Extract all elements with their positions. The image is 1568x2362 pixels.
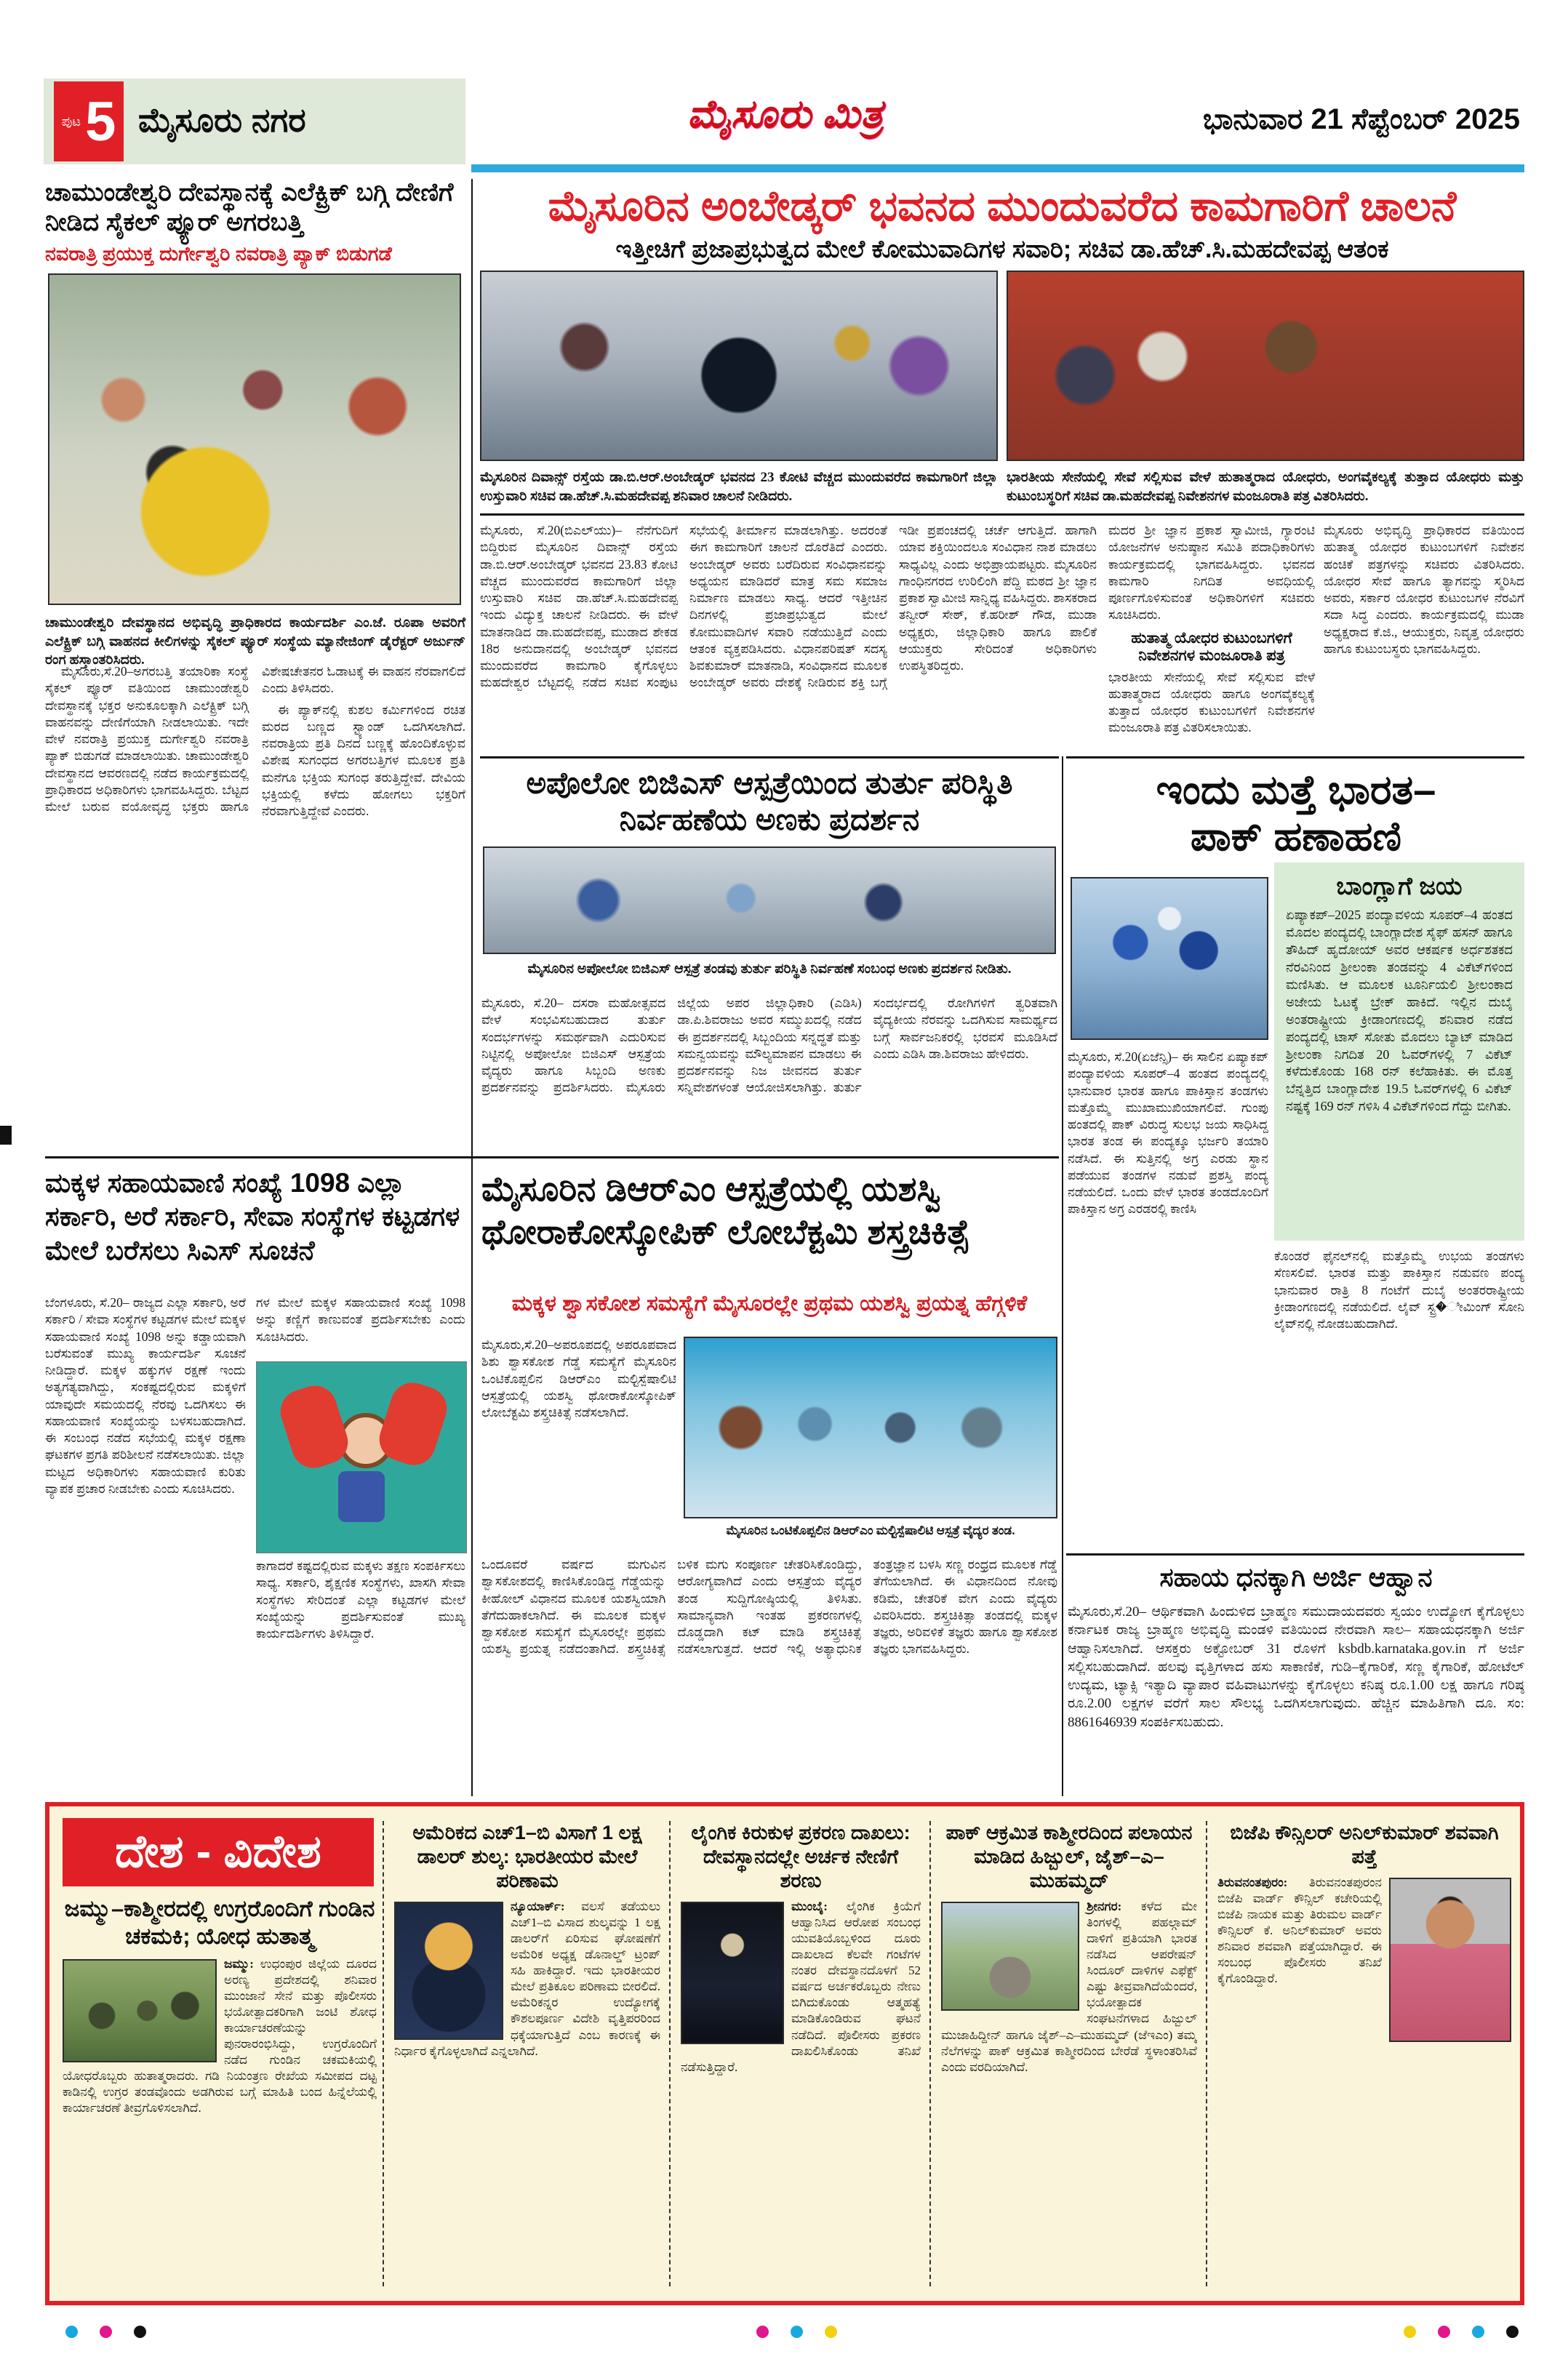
world-sep-2 <box>669 1821 671 2286</box>
reg-dots-right <box>1404 2326 1519 2342</box>
pok-body: ಕಳೆದ ಮೇ ತಿಂಗಳಲ್ಲಿ ಪಹಲ್ಗಾಮ್ ದಾಳಿಗೆ ಪ್ರತಿಯಾಗಿ ಭಾರತ ನಡೆಸಿದ ಆಪರೇಷನ್ ಸಿಂದೂರ್ ದಾಳಿಗಳ ಎಫೆಕ್ಟ್ ಎಷ್ಟು ತೀವ್ರವಾಗಿದೆಯೆಂದರೆ, ಭಯೋತ್ಪಾದಕ ಸಂಘಟನೆಗಳಾದ ಹಿಜ್ಬುಲ್ ಮುಜಾಹಿದ್ದೀನ್ ಹಾಗೂ ಜೈಶ್–ಎ–ಮುಹಮ್ಮದ್ (ಜೆಇಎಂ) ತಮ್ಮ ನೆಲೆಗಳನ್ನು ಪಾಕ್ ಆಕ್ರಮಿತ ಕಾಶ್ಮೀರದಿಂದ ಬೇರೆಡೆ ಸ್ಥಳಾಂತರಿಸಿವೆ ಎಂದು ವರದಿಯಾಗಿದೆ. <box>941 1899 1197 2074</box>
councillor-dateline: ತಿರುವನಂತಪುರಂ: <box>1217 1875 1288 1889</box>
photo-sainik-families-event <box>1007 271 1524 461</box>
drm-caption: ಮೈಸೂರಿನ ಒಂಟಿಕೊಪ್ಪಲಿನ ಡಿಆರ್‌ಎಂ ಮಲ್ಟಿಸ್ಪೆಷಾಲಿಟಿ ಆಸ್ಪತ್ರೆ ವೈದ್ಯರ ತಂಡ. <box>726 1524 1015 1537</box>
ambedkar-headline: ಮೈಸೂರಿನ ಅಂಬೇಡ್ಕರ್ ಭವನದ ಮುಂದುವರೆದ ಕಾಮಗಾರಿಗೆ ಚಾಲನೆ <box>548 183 1457 230</box>
jammu-headline: ಜಮ್ಮು–ಕಾಶ್ಮೀರದಲ್ಲಿ ಉಗ್ರರೊಂದಿಗೆ ಗುಂಡಿನ ಚಕಮಕಿ; ಯೋಧ ಹುತಾತ್ಮ <box>64 1896 375 1949</box>
world-section <box>45 1802 1524 2305</box>
masthead-rule <box>471 164 1524 172</box>
temple-dateline: ಮುಂಬೈ: <box>791 1899 828 1913</box>
pok-article <box>941 1821 1197 2292</box>
page-number-box <box>54 81 124 161</box>
bangla-win-title: ಬಾಂಗ್ಲಾಗೆ ಜಯ <box>1336 873 1463 900</box>
sahaya-headline: ಸಹಾಯ ಧನಕ್ಕಾಗಿ ಅರ್ಜಿ ಆಹ್ವಾನ <box>1159 1562 1433 1592</box>
dot-cyan <box>1472 2326 1484 2338</box>
dot-magenta <box>756 2326 769 2338</box>
helpline-body-col1: ಬೆಂಗಳೂರು, ಸೆ.20– ರಾಜ್ಯದ ಎಲ್ಲಾ ಸರ್ಕಾರಿ, ಅರೆ ಸರ್ಕಾರಿ / ಸೇವಾ ಸಂಸ್ಥೆಗಳ ಕಟ್ಟಡಗಳ ಮೇಲೆ ಮಕ್ಕಳ ಸಹಾಯವಾಣಿ ಸಂಖ್ಯೆ 1098 ಅನ್ನು ಕಡ್ಡಾಯವಾಗಿ ಬರೆಸುವಂತೆ ಮುಖ್ಯ ಕಾರ್ಯದರ್ಶಿ ಸೂಚನೆ ನೀಡಿದ್ದಾರೆ. ಮಕ್ಕಳ ಹಕ್ಕುಗಳ ರಕ್ಷಣೆ ಇಂದು ಅತ್ಯಗತ್ಯವಾಗಿದ್ದು, ಸಂಕಷ್ಟದಲ್ಲಿರುವ ಮಕ್ಕಳಿಗೆ ಯಾವುದೇ ಸಮಯದಲ್ಲಿ ನೆರವು ಒದಗಿಸಲು ಈ ಸಹಾಯವಾಣಿ ಸಂಖ್ಯೆಯನ್ನು ಬಳಸಬಹುದಾಗಿದೆ. ಈ ಸಂಬಂಧ ನಡೆದ ಸಭೆಯಲ್ಲಿ ಮಕ್ಕಳ ರಕ್ಷಣಾ ಘಟಕಗಳ ಪ್ರಗತಿ ಪರಿಶೀಲನೆ ನಡೆಸಲಾಯಿತು. ಜಿಲ್ಲಾ ಮಟ್ಟದ ಅಧಿಕಾರಿಗಳು ಸಹಾಯವಾಣಿ ಕುರಿತು ವ್ಯಾಪಕ ಪ್ರಚಾರ ನೀಡಬೇಕು ಎಂದು ಸೂಚಿಸಿದರು. <box>45 1295 246 1496</box>
world-banner: ದೇಶ - ವಿದೇಶ <box>63 1818 374 1886</box>
jammu-body: ಉಧಂಪುರ ಜಿಲ್ಲೆಯ ದೂರದ ಅರಣ್ಯ ಪ್ರದೇಶದಲ್ಲಿ ಶನಿವಾರ ಮುಂಜಾನೆ ಸೇನೆ ಮತ್ತು ಪೊಲೀಸರು ಭಯೋತ್ಪಾದಕರಿಗಾಗಿ ಜಂಟಿ ಶೋಧ ಕಾರ್ಯಾಚರಣೆಯನ್ನು ಪುನರಾರಂಭಿಸಿದ್ದು, ಉಗ್ರರೊಂದಿಗೆ ನಡೆದ ಗುಂಡಿನ ಚಕಮಕಿಯಲ್ಲಿ ಯೋಧರೊಬ್ಬರು ಹುತಾತ್ಮರಾದರು. ಗಡಿ ನಿಯಂತ್ರಣ ರೇಖೆಯ ಸಮೀಪದ ದಟ್ಟ ಕಾಡಿನಲ್ಲಿ ಉಗ್ರರ ತಂಡವೊಂದು ಅಡಗಿರುವ ಬಗ್ಗೆ ಮಾಹಿತಿ ಬಂದ ಹಿನ್ನೆಲೆಯಲ್ಲಿ ಕಾರ್ಯಾಚರಣೆ ತೀವ್ರಗೊಳಿಸಲಾಗಿದೆ. <box>63 1956 377 2115</box>
page-number: 5 <box>85 90 116 153</box>
ambedkar-col4-text2: ಭಾರತೀಯ ಸೇನೆಯಲ್ಲಿ ಸೇವೆ ಸಲ್ಲಿಸುವ ವೇಳೆ ಹುತಾತ್ಮರಾದ ಯೋಧರು ಹಾಗೂ ಅಂಗವೈಕಲ್ಯಕ್ಕೆ ತುತ್ತಾದ ಯೋಧರ ಕುಟುಂಬಗಳಿಗೆ ನಿವೇಶನಗಳ ಮಂಜೂರಾತಿ ಪತ್ರ ವಿತರಿಸಲಾಯಿತು. <box>1108 669 1315 735</box>
dot-magenta <box>1438 2326 1450 2338</box>
drm-headline: ಮೈಸೂರಿನ ಡಿಆರ್‌ಎಂ ಆಸ್ಪತ್ರೆಯಲ್ಲಿ ಯಶಸ್ವಿ ಥೋರಾಕೋಸ್ಕೋಪಿಕ್ ಲೋಬೆಕ್ಟಮಿ ಶಸ್ತ್ರಚಿಕಿತ್ಸೆ <box>481 1169 970 1251</box>
councillor-article <box>1217 1821 1511 2292</box>
dot-black <box>134 2326 146 2338</box>
ambedkar-inner-subhead: ಹುತಾತ್ಮ ಯೋಧರ ಕುಟುಂಬಗಳಿಗೆ ನಿವೇಶನಗಳ ಮಂಜೂರಾತಿ ಪತ್ರ <box>1131 629 1292 664</box>
dot-cyan <box>65 2326 78 2338</box>
ambedkar-body-cols: ಮೈಸೂರು, ಸೆ.20(ಬಿಎಲ್‌ಯು)– ನೆನೆಗುದಿಗೆ ಬಿದ್ದಿರುವ ಮೈಸೂರಿನ ದಿವಾನ್ಸ್ ರಸ್ತೆಯ ಡಾ.ಬಿ.ಆರ್.ಅಂಬೇಡ್ಕರ್ ಭವನದ 23.83 ಕೋಟಿ ವೆಚ್ಚದ ಮುಂದುವರೆದ ಕಾಮಗಾರಿಗೆ ಜಿಲ್ಲಾ ಉಸ್ತುವಾರಿ ಸಚಿವ ಡಾ.ಹೆಚ್.ಸಿ.ಮಹದೇವಪ್ಪ ಇಂದು ವಿದ್ಯುಕ್ತ ಚಾಲನೆ ನೀಡಿದರು. ಈ ವೇಳೆ ಮಾತನಾಡಿದ ಡಾ.ಮಹದೇವಪ್ಪ, ಮುಡಾದ ಶೇಕಡ 18ರ ಅನುದಾನದಲ್ಲಿ ಅಂಬೇಡ್ಕರ್ ಭವನದ ಮುಂದುವರೆದ ಕಾಮಗಾರಿ ಕೈಗೊಳ್ಳಲು ಮಹದೇಶ್ವರ ಬೆಟ್ಟದಲ್ಲಿ ನಡೆದ ಸಚಿವ ಸಂಪುಟ ಸಭೆಯಲ್ಲಿ ತೀರ್ಮಾನ ಮಾಡಲಾಗಿತ್ತು. ಅದರಂತೆ ಈಗ ಕಾಮಗಾರಿಗೆ ಚಾಲನೆ ದೊರೆತಿದೆ ಎಂದರು. ಅಂಬೇಡ್ಕರ್ ಅವರು ಬರೆದಿರುವ ಸಂವಿಧಾನವನ್ನು ಅಧ್ಯಯನ ಮಾಡಿದರೆ ಮಾತ್ರ ಸಮ ಸಮಾಜ ನಿರ್ಮಾಣ ಮಾಡಲು ಸಾಧ್ಯ. ಆದರೆ ಇತ್ತೀಚಿನ ದಿನಗಳಲ್ಲಿ ಪ್ರಜಾಪ್ರಭುತ್ವದ ಮೇಲೆ ಕೋಮುವಾದಿಗಳ ಸವಾರಿ ನಡೆಯುತ್ತಿದೆ ಎಂದು ಆತಂಕ ವ್ಯಕ್ತಪಡಿಸಿದರು. ವಿಧಾನಪರಿಷತ್ ಸದಸ್ಯ ಶಿವಕುಮಾರ್ ಮಾತನಾಡಿ, ಸಂವಿಧಾನದ ಮೂಲಕ ಅಂಬೇಡ್ಕರ್ ಅವರು ದೇಶಕ್ಕೆ ನೀಡಿರುವ ಶಕ್ತಿ ಬಗ್ಗೆ ಇಡೀ ಪ್ರಪಂಚದಲ್ಲಿ ಚರ್ಚೆ ಆಗುತ್ತಿದೆ. ಹಾಗಾಗಿ ಯಾವ ಶಕ್ತಿಯಿಂದಲೂ ಸಂವಿಧಾನ ನಾಶ ಮಾಡಲು ಸಾಧ್ಯವಿಲ್ಲ ಎಂದು ಅಭಿಪ್ರಾಯಪಟ್ಟರು. ಮೈಸೂರಿನ ಗಾಂಧಿನಗರದ ಉರಿಲಿಂಗಿ ಪೆದ್ದಿ ಮಠದ ಶ್ರೀ ಜ್ಞಾನ ಪ್ರಕಾಶ ಸ್ವಾಮೀಜಿ ಸಾನ್ನಿಧ್ಯ ವಹಿಸಿದ್ದರು. ಶಾಸಕರಾದ ತನ್ವೀರ್ ಸೇಠ್, ಕೆ.ಹರೀಶ್ ಗೌಡ, ಮುಡಾ ಅಧ್ಯಕ್ಷರು, ಜಿಲ್ಲಾಧಿಕಾರಿ ಹಾಗೂ ಪಾಲಿಕೆ ಆಯುಕ್ತರು ಸೇರಿದಂತೆ ಅಧಿಕಾರಿಗಳು ಉಪಸ್ಥಿತರಿದ್ದರು. <box>480 523 1097 690</box>
indpak-body-col2: ಕೊಂಡರೆ ಫೈನಲ್‌ನಲ್ಲಿ ಮತ್ತೊಮ್ಮೆ ಉಭಯ ತಂಡಗಳು ಸೆಣಸಲಿವೆ. ಭಾರತ ಮತ್ತು ಪಾಕಿಸ್ತಾನ ನಡುವಣ ಪಂದ್ಯ ಭಾನುವಾರ ರಾತ್ರಿ 8 ಗಂಟೆಗೆ ದುಬೈ ಅಂತರರಾಷ್ಟ್ರೀಯ ಕ್ರೀಡಾಂಗಣದಲ್ಲಿ ನಡೆಯಲಿದೆ. ಲೈವ್ ಸ್ಟ್ರ�ೀಮಿಂಗ್ ಸೋನಿ ಲೈವ್‌ನಲ್ಲಿ ನೋಡಬಹುದಾಗಿದೆ. <box>1274 1249 1524 1332</box>
councillor-headline: ಬಿಜೆಪಿ ಕೌನ್ಸಿಲರ್ ಅನಿಲ್‌ಕುಮಾರ್ ಶವವಾಗಿ ಪತ್ತೆ <box>1230 1822 1499 1867</box>
sahaya-body: ಮೈಸೂರು,ಸೆ.20– ಆರ್ಥಿಕವಾಗಿ ಹಿಂದುಳಿದ ಬ್ರಾಹ್ಮಣ ಸಮುದಾಯದವರು ಸ್ವಯಂ ಉದ್ಯೋಗ ಕೈಗೊಳ್ಳಲು ಕರ್ನಾಟಕ ರಾಜ್ಯ ಬ್ರಾಹ್ಮಣ ಅಭಿವೃದ್ಧಿ ಮಂಡಳಿ ವತಿಯಿಂದ ನೇರವಾಗಿ ಸಾಲ– ಸಹಾಯಧನಕ್ಕಾಗಿ ಅರ್ಜಿ ಆಹ್ವಾನಿಸಲಾಗಿದೆ. ಆಸಕ್ತರು ಅಕ್ಟೋಬರ್ 31 ರೊಳಗೆ ksbdb.karnataka.gov.in ಗೆ ಅರ್ಜಿ ಸಲ್ಲಿಸಬಹುದಾಗಿದೆ. ಹಲವು ವೃತ್ತಿಗಳಾದ ಹಸು ಸಾಕಾಣಿಕೆ, ಗುಡಿ–ಕೈಗಾರಿಕೆ, ಸಣ್ಣ ಕೈಗಾರಿಕೆ, ಹೋಟೆಲ್ ಉದ್ಯಮ, ಟ್ಯಾಕ್ಸಿ ಇತ್ಯಾದಿ ವ್ಯಾಪಾರ ವಹಿವಾಟುಗಳನ್ನು ಕೈಗೊಳ್ಳಲು ಕನಿಷ್ಠ ರೂ.1.00 ಲಕ್ಷ ಹಾಗೂ ಗರಿಷ್ಠ ರೂ.2.00 ಲಕ್ಷಗಳ ವರೆಗೆ ಸಾಲ ಸೌಲಭ್ಯ ಒದಗಿಸಲಾಗುವುದು. ಹೆಚ್ಚಿನ ಮಾಹಿತಿಗಾಗಿ ದೂ. ಸಂ: 8861646939 ಸಂಪರ್ಕಿಸಬಹುದು. <box>1068 1604 1524 1730</box>
ambedkar-body-col5: ಮೈಸೂರು ಅಭಿವೃದ್ಧಿ ಪ್ರಾಧಿಕಾರದ ವತಿಯಿಂದ ಹುತಾತ್ಮ ಯೋಧರ ಕುಟುಂಬಗಳಿಗೆ ನಿವೇಶನ ಹಂಚಿಕೆ ಪತ್ರಗಳನ್ನು ಸಚಿವರು ವಿತರಿಸಿದರು. ಯೋಧರ ಸೇವೆ ಹಾಗೂ ತ್ಯಾಗವನ್ನು ಸ್ಮರಿಸಿದ ಅವರು, ಸರ್ಕಾರ ಯೋಧರ ಕುಟುಂಬಗಳ ನೆರವಿಗೆ ಸದಾ ಸಿದ್ಧ ಎಂದರು. ಕಾರ್ಯಕ್ರಮದಲ್ಲಿ ಮುಡಾ ಅಧ್ಯಕ್ಷರಾದ ಕೆ.ಜಿ., ಆಯುಕ್ತರು, ನಿವೃತ್ತ ಯೋಧರು ಹಾಗೂ ಕುಟುಂಬಸ್ಥರು ಭಾಗವಹಿಸಿದ್ದರು. <box>1324 523 1524 656</box>
ambedkar-body-col4 <box>1108 522 1315 752</box>
pok-dateline: ಶ್ರೀನಗರ: <box>1087 1899 1122 1913</box>
photo-trump <box>394 1902 503 2040</box>
section-title: ಮೈಸೂರು ನಗರ <box>138 101 306 139</box>
councillor-body: ತಿರುವನಂತಪುರಂನ ಬಿಜೆಪಿ ವಾರ್ಡ್ ಕೌನ್ಸಿಲ್ ಕಚೇರಿಯಲ್ಲಿ ಬಿಜೆಪಿ ನಾಯಕ ಮತ್ತು ತಿರುಮಲ ವಾರ್ಡ್ ಕೌನ್ಸಿಲರ್ ಕೆ. ಅನಿಲ್‌ಕುಮಾರ್ ಅವರು ಶನಿವಾರ ಶವವಾಗಿ ಪತ್ತೆಯಾಗಿದ್ದಾರೆ. ಈ ಸಂಬಂಧ ಪೊಲೀಸರು ತನಿಖೆ ಕೈಗೊಂಡಿದ್ದಾರೆ. <box>1217 1875 1382 1986</box>
helpline-headline: ಮಕ್ಕಳ ಸಹಾಯವಾಣಿ ಸಂಖ್ಯೆ 1098 ಎಲ್ಲಾ ಸರ್ಕಾರಿ, ಅರೆ ಸರ್ಕಾರಿ, ಸೇವಾ ಸಂಸ್ಥೆಗಳ ಕಟ್ಟಡಗಳ ಮೇಲೆ ಬರೆಸಲು ಸಿಎಸ್ ಸೂಚನೆ <box>45 1168 460 1265</box>
apollo-headline: ಅಪೊಲೋ ಬಿಜಿಎಸ್ ಆಸ್ಪತ್ರೆಯಿಂದ ತುರ್ತು ಪರಿಸ್ಥಿತಿ ನಿರ್ವಹಣೆಯ ಅಣಕು ಪ್ರದರ್ಶನ <box>526 766 1013 837</box>
world-sep-3 <box>929 1821 931 2286</box>
helpline-body-col2a: ಗಳ ಮೇಲೆ ಮಕ್ಕಳ ಸಹಾಯವಾಣಿ ಸಂಖ್ಯೆ 1098 ಅನ್ನು ಕಣ್ಣಿಗೆ ಕಾಣುವಂತೆ ಪ್ರದರ್ಶಿಸಬೇಕು ಎಂದು ಸೂಚಿಸಿದರು. <box>256 1295 465 1344</box>
drm-intro: ಮೈಸೂರು,ಸೆ.20–ಅಪರೂಪದಲ್ಲಿ ಅಪರೂಪವಾದ ಶಿಶು ಶ್ವಾಸಕೋಶ ಗೆಡ್ಡೆ ಸಮಸ್ಯೆಗೆ ಮೈಸೂರಿನ ಒಂಟಿಕೊಪ್ಪಲಿನ ಡಿಆರ್‌ಎಂ ಮಲ್ಟಿಸ್ಪೆಷಾಲಿಟಿ ಆಸ್ಪತ್ರೆಯಲ್ಲಿ ಯಶಸ್ವಿ ಥೋರಾಕೋಸ್ಕೋಪಿಕ್ ಲೋಬೆಕ್ಟಮಿ ಶಸ್ತ್ರಚಿಕಿತ್ಸೆ ನಡೆಸಲಾಗಿದೆ. <box>481 1337 676 1420</box>
indpak-headline-line1: ಇಂದು ಮತ್ತೆ ಭಾರತ– <box>1156 766 1436 812</box>
h1b-body: ವಲಸೆ ತಡೆಯಲು ಎಚ್1–ಬಿ ವಿಸಾದ ಶುಲ್ಕವನ್ನು 1 ಲಕ್ಷ ಡಾಲರ್‌ಗೆ ಏರಿಸುವ ಘೋಷಣೆಗೆ ಅಮೆರಿಕ ಅಧ್ಯಕ್ಷ ಡೊನಾಲ್ಡ್ ಟ್ರಂಪ್ ಸಹಿ ಹಾಕಿದ್ದಾರೆ. ಇದು ಭಾರತೀಯರ ಮೇಲೆ ಪ್ರತಿಕೂಲ ಪರಿಣಾಮ ಬೀರಲಿದೆ. ಅಮೆರಿಕನ್ನರ ಉದ್ಯೋಗಕ್ಕೆ ಕೌಶಲಪೂರ್ಣ ವಿದೇಶಿ ವೃತ್ತಿಪರರಿಂದ ಧಕ್ಕೆಯಾಗುತ್ತಿದೆ ಎಂಬ ಕಾರಣಕ್ಕೆ ಈ ನಿರ್ಧಾರ ಕೈಗೊಳ್ಳಲಾಗಿದೆ ಎನ್ನಲಾಗಿದೆ. <box>394 1899 660 2058</box>
red-phone-left <box>275 1380 353 1474</box>
h1b-article <box>394 1821 660 2292</box>
indpak-headline-line2: ಪಾಕ್ ಹಣಾಹಣಿ <box>1190 813 1402 860</box>
photo-councillor-portrait <box>1389 1878 1511 2042</box>
dot-yellow <box>1404 2326 1416 2338</box>
column-rule-indpak <box>1062 756 1063 1796</box>
apollo-top-rule <box>480 756 1059 758</box>
cycle-pure-subhead: ನವರಾತ್ರಿ ಪ್ರಯುಕ್ತ ದುರ್ಗೇಶ್ವರಿ ನವರಾತ್ರಿ ಪ್ಯಾಕ್ ಬಿಡುಗಡೆ <box>45 243 392 265</box>
h1b-headline: ಅಮೆರಿಕದ ಎಚ್1–ಬಿ ವಿಸಾಗೆ 1 ಲಕ್ಷ ಡಾಲರ್ ಶುಲ್ಕ: ಭಾರತೀಯರ ಮೇಲೆ ಪರಿಣಾಮ <box>412 1822 642 1891</box>
column-rule-left <box>471 179 473 1796</box>
world-sep-1 <box>383 1821 384 2286</box>
world-sep-4 <box>1206 1821 1207 2286</box>
helpline-illustration <box>256 1361 467 1553</box>
cycle-pure-headline: ಚಾಮುಂಡೇಶ್ವರಿ ದೇವಸ್ಥಾನಕ್ಕೆ ಎಲೆಕ್ಟ್ರಿಕ್ ಬಗ್ಗಿ ದೇಣಿಗೆ ನೀಡಿದ ಸೈಕಲ್ ಪ್ಯೂರ್ ಅಗರಬತ್ತಿ <box>45 178 454 237</box>
jammu-dateline: ಜಮ್ಮು: <box>224 1956 254 1971</box>
main-body-rule <box>480 513 1524 516</box>
drm-body: ಒಂದೂವರೆ ವರ್ಷದ ಮಗುವಿನ ಶ್ವಾಸಕೋಶದಲ್ಲಿ ಕಾಣಿಸಿಕೊಂಡಿದ್ದ ಗೆಡ್ಡೆಯನ್ನು ಕೀಹೋಲ್ ವಿಧಾನದ ಮೂಲಕ ಯಶಸ್ವಿಯಾಗಿ ತೆಗೆದುಹಾಕಲಾಗಿದೆ. ಈ ಮೂಲಕ ಮಕ್ಕಳ ಶ್ವಾಸಕೋಶ ಸಮಸ್ಯೆಗೆ ಮೈಸೂರಲ್ಲೇ ಪ್ರಥಮ ಯಶಸ್ವಿ ಪ್ರಯತ್ನ ನಡೆದಂತಾಗಿದೆ. ಶಸ್ತ್ರಚಿಕಿತ್ಸೆ ಬಳಿಕ ಮಗು ಸಂಪೂರ್ಣ ಚೇತರಿಸಿಕೊಂಡಿದ್ದು, ಆರೋಗ್ಯವಾಗಿದೆ ಎಂದು ಆಸ್ಪತ್ರೆಯ ವೈದ್ಯರ ತಂಡ ಸುದ್ದಿಗೋಷ್ಠಿಯಲ್ಲಿ ತಿಳಿಸಿತು. ಸಾಮಾನ್ಯವಾಗಿ ಇಂತಹ ಪ್ರಕರಣಗಳಲ್ಲಿ ದೊಡ್ಡದಾಗಿ ಕಟ್ ಮಾಡಿ ಶಸ್ತ್ರಚಿಕಿತ್ಸೆ ನಡೆಸಲಾಗುತ್ತದೆ. ಆದರೆ ಇಲ್ಲಿ ಅತ್ಯಾಧುನಿಕ ತಂತ್ರಜ್ಞಾನ ಬಳಸಿ ಸಣ್ಣ ರಂಧ್ರದ ಮೂಲಕ ಗೆಡ್ಡೆ ತೆಗೆಯಲಾಗಿದೆ. ಈ ವಿಧಾನದಿಂದ ನೋವು ಕಡಿಮೆ, ಚೇತರಿಕೆ ವೇಗ ಎಂದು ವೈದ್ಯರು ವಿವರಿಸಿದರು. ಶಸ್ತ್ರಚಿಕಿತ್ಸಾ ತಂಡದಲ್ಲಿ ಮಕ್ಕಳ ತಜ್ಞರು, ಅರಿವಳಿಕೆ ತಜ್ಞರು ಹಾಗೂ ಶ್ವಾಸಕೋಶ ತಜ್ಞರು ಭಾಗವಹಿಸಿದ್ದರು. <box>481 1557 1057 1657</box>
ambedkar-caption-right: ಭಾರತೀಯ ಸೇನೆಯಲ್ಲಿ ಸೇವೆ ಸಲ್ಲಿಸುವ ವೇಳೆ ಹುತಾತ್ಮರಾದ ಯೋಧರು, ಅಂಗವೈಕಲ್ಯಕ್ಕೆ ತುತ್ತಾದ ಯೋಧರು ಮತ್ತು ಕುಟುಂಬಸ್ಥರಿಗೆ ಸಚಿವ ಡಾ.ಮಹದೇವಪ್ಪ ನಿವೇಶನಗಳ ಮಂಜೂರಾತಿ ಪತ್ರ ವಿತರಿಸಿದರು. <box>1007 470 1524 504</box>
page-label: ಪುಟ <box>61 113 81 129</box>
ambedkar-col4-text: ಮದರ ಶ್ರೀ ಜ್ಞಾನ ಪ್ರಕಾಶ ಸ್ವಾಮೀಜಿ, ಗ್ಯಾರಂಟಿ ಯೋಜನೆಗಳ ಅನುಷ್ಠಾನ ಸಮಿತಿ ಪದಾಧಿಕಾರಿಗಳು ಕಾರ್ಯಕ್ರಮದಲ್ಲಿ ಭಾಗವಹಿಸಿದ್ದರು. ಭವನದ ಕಾಮಗಾರಿ ನಿಗದಿತ ಅವಧಿಯಲ್ಲಿ ಪೂರ್ಣಗೊಳಿಸುವಂತೆ ಅಧಿಕಾರಿಗಳಿಗೆ ಸಚಿವರು ಸೂಚಿಸಿದರು. <box>1108 523 1315 622</box>
paper-title: ಮೈಸೂರು ಮಿತ್ರ <box>687 92 884 136</box>
helpline-body-col2b: ಕಾಗಾದರೆ ಕಷ್ಟದಲ್ಲಿರುವ ಮಕ್ಕಳು ತಕ್ಷಣ ಸಂಪರ್ಕಿಸಲು ಸಾಧ್ಯ. ಸರ್ಕಾರಿ, ಶೈಕ್ಷಣಿಕ ಸಂಸ್ಥೆಗಳು, ಖಾಸಗಿ ಸೇವಾ ಸಂಸ್ಥೆಗಳು ಸೇರಿದಂತೆ ಎಲ್ಲಾ ಕಟ್ಟಡಗಳ ಮೇಲೆ ಸಂಖ್ಯೆಯನ್ನು ಪ್ರದರ್ಶಿಸುವಂತೆ ಮುಖ್ಯ ಕಾರ್ಯದರ್ಶಿಗಳು ತಿಳಿಸಿದ್ದಾರೆ. <box>256 1558 465 1641</box>
dot-black <box>1506 2326 1519 2338</box>
photo-pok-camp <box>941 1902 1079 2011</box>
bangla-win-text: ಏಷ್ಯಾಕಪ್–2025 ಪಂದ್ಯಾವಳಿಯ ಸೂಪರ್–4 ಹಂತದ ಮೊದಲ ಪಂದ್ಯದಲ್ಲಿ ಬಾಂಗ್ಲಾದೇಶ ಸೈಫ್ ಹಸನ್ ಹಾಗೂ ತೌಹಿದ್ ಹೃದೋಯ್ ಅವರ ಆಕರ್ಷಕ ಅರ್ಧಶತಕದ ನೆರವಿನಿಂದ ಶ್ರೀಲಂಕಾ ತಂಡವನ್ನು 4 ವಿಕೆಟ್‌ಗಳಿಂದ ಮಣಿಸಿತು. ಆ ಮೂಲಕ ಟೂರ್ನಿಯಲಿ ಶ್ರೀಲಂಕಾದ ಅಜೇಯ ಓಟಕ್ಕೆ ಬ್ರೇಕ್ ಹಾಕಿದೆ. ಇಲ್ಲಿನ ದುಬೈ ಅಂತರಾಷ್ಟ್ರೀಯ ಕ್ರೀಡಾಂಗಣದಲ್ಲಿ ಶನಿವಾರ ನಡೆದ ಪಂದ್ಯದಲ್ಲಿ ಟಾಸ್ ಸೋತು ಮೊದಲು ಬ್ಯಾಟ್ ಮಾಡಿದ ಶ್ರೀಲಂಕಾ ನಿಗದಿತ 20 ಓವರ್‌ಗಳಲ್ಲಿ 7 ವಿಕೆಟ್ ಕಳೆದುಕೊಂಡು 168 ರನ್ ಕಲೆಹಾಕಿತು. ಈ ಮೊತ್ತ ಬೆನ್ನತ್ತಿದ ಬಾಂಗ್ಲಾದೇಶ 19.5 ಓವರ್‌ಗಳಲ್ಲಿ 6 ವಿಕೆಟ್ ನಷ್ಟಕ್ಕೆ 169 ರನ್ ಗಳಿಸಿ 4 ವಿಕೆಟ್‌ಗಳಿಂದ ಗೆದ್ದು ಬೀಗಿತು. <box>1286 908 1513 1114</box>
sahaya-rule <box>1066 1553 1524 1556</box>
cycle-pure-body-p1: ಮೈಸೂರು,ಸೆ.20–ಅಗರಬತ್ತಿ ತಯಾರಿಕಾ ಸಂಸ್ಥೆ ಸೈಕಲ್ ಪ್ಯೂರ್ ವತಿಯಿಂದ ಚಾಮುಂಡೇಶ್ವರಿ ದೇವಸ್ಥಾನಕ್ಕೆ ಭಕ್ತರ ಅನುಕೂಲಕ್ಕಾಗಿ ಎಲೆಕ್ಟ್ರಿಕ್ ಬಗ್ಗಿ ವಾಹನವನ್ನು ದೇಣಿಗೆಯಾಗಿ ನೀಡಲಾಯಿತು. ಇದೇ ವೇಳೆ ನವರಾತ್ರಿ ಪ್ರಯುಕ್ತ ದುರ್ಗೇಶ್ವರಿ ನವರಾತ್ರಿ ಪ್ಯಾಕ್ ಬಿಡುಗಡೆ ಮಾಡಲಾಯಿತು. ಚಾಮುಂಡೇಶ್ವರಿ ದೇವಸ್ಥಾನದ ಆವರಣದಲ್ಲಿ ನಡೆದ ಕಾರ್ಯಕ್ರಮದಲ್ಲಿ ಪ್ರಾಧಿಕಾರದ ಅಧಿಕಾರಿಗಳು ಭಾಗವಹಿಸಿದ್ದರು. ಬೆಟ್ಟದ ಮೇಲೆ ಬರುವ ವಯೋವೃದ್ಧ ಭಕ್ತರು ಹಾಗೂ ವಿಶೇಷಚೇತನರ ಓಡಾಟಕ್ಕೆ ಈ ವಾಹನ ನೆರವಾಗಲಿದೆ ಎಂದು ತಿಳಿಸಿದರು. <box>45 664 465 814</box>
jammu-article <box>63 1895 377 2292</box>
h1b-dateline: ನ್ಯೂಯಾರ್ಕ್: <box>511 1899 565 1913</box>
child-body <box>338 1471 385 1522</box>
ambedkar-subhead: ಇತ್ತೀಚಿಗೆ ಪ್ರಜಾಪ್ರಭುತ್ವದ ಮೇಲೆ ಕೋಮುವಾದಿಗಳ ಸವಾರಿ; ಸಚಿವ ಡಾ.ಹೆಚ್.ಸಿ.ಮಹದೇವಪ್ಪ ಆತಂಕ <box>615 236 1389 263</box>
reg-dots-left <box>65 2326 165 2342</box>
temple-article <box>681 1821 921 2292</box>
cycle-pure-body <box>45 663 465 1152</box>
middle-band-rule <box>45 1156 1059 1158</box>
dot-magenta <box>100 2326 112 2338</box>
apollo-caption: ಮೈಸೂರಿನ ಅಪೋಲೋ ಬಿಜಿಎಸ್ ಆಸ್ಪತ್ರೆ ತಂಡವು ತುರ್ತು ಪರಿಸ್ಥಿತಿ ನಿರ್ವಹಣೆ ಸಂಬಂಧ ಅಣಕು ಪ್ರದರ್ಶನ ನೀಡಿತು. <box>527 961 1012 977</box>
drm-subhead: ಮಕ್ಕಳ ಶ್ವಾಸಕೋಶ ಸಮಸ್ಯೆಗೆ ಮೈಸೂರಲ್ಲೇ ಪ್ರಥಮ ಯಶಸ್ವಿ ಪ್ರಯತ್ನ ಹೆಗ್ಗಳಿಕೆ <box>511 1292 1028 1316</box>
photo-ev-buggy-handover <box>48 273 461 605</box>
cycle-pure-body-p2: ಈ ಪ್ಯಾಕ್‌ನಲ್ಲಿ ಕುಶಲ ಕರ್ಮಿಗಳಿಂದ ರಚಿತ ಮರದ ಬಣ್ಣದ ಸ್ಟ್ಯಾಂಡ್ ಒದಗಿಸಲಾಗಿದೆ. ನವರಾತ್ರಿಯ ಪ್ರತಿ ದಿನದ ಬಣ್ಣಕ್ಕೆ ಹೊಂದಿಕೊಳ್ಳುವ ವಿಶೇಷ ಸುಗಂಧದ ಅಗರಬತ್ತಿಗಳ ಮೂಲಕ ಪ್ರತಿ ಮನೆಗೂ ಭಕ್ತಿಯ ಸುಗಂಧ ತರುತ್ತಿದ್ದೇವೆ. ದೇವಿಯ ಭಕ್ತಿಯಲ್ಲಿ ಕಳೆದು ಹೋಗಲು ಭಕ್ತರಿಗೆ ನೆರವಾಗುತ್ತಿದ್ದೇವೆ ಎಂದರು. <box>262 702 465 819</box>
temple-body: ಲೈಂಗಿಕ ಕ್ರಿಯೆಗೆ ಆಹ್ವಾನಿಸಿದ ಆರೋಪ ಸಂಬಂಧ ಯುವತಿಯೊಬ್ಬಳಿಂದ ದೂರು ದಾಖಲಾದ ಕೆಲವೇ ಗಂಟೆಗಳ ನಂತರ ದೇವಸ್ಥಾನದೊಳಗೆ 52 ವರ್ಷದ ಅರ್ಚಕರೊಬ್ಬರು ನೇಣು ಬಿಗಿದುಕೊಂಡು ಆತ್ಮಹತ್ಯೆ ಮಾಡಿಕೊಂಡಿರುವ ಘಟನೆ ನಡೆದಿದೆ. ಪೊಲೀಸರು ಪ್ರಕರಣ ದಾಖಲಿಸಿಕೊಂಡು ತನಿಖೆ ನಡೆಸುತ್ತಿದ್ದಾರೆ. <box>681 1899 921 2074</box>
photo-noose <box>681 1902 784 2044</box>
photo-apollo-mock-drill <box>483 846 1056 954</box>
temple-headline: ಲೈಂಗಿಕ ಕಿರುಕುಳ ಪ್ರಕರಣ ದಾಖಲು: ದೇವಸ್ಥಾನದಲ್ಲೇ ಅರ್ಚಕ ನೇಣಿಗೆ ಶರಣು <box>691 1822 911 1891</box>
edge-mark <box>0 1126 12 1145</box>
dot-yellow <box>825 2326 837 2338</box>
bangla-win-box <box>1274 862 1524 1241</box>
indpak-top-rule <box>1066 756 1524 758</box>
photo-ambedkar-bhavan-launch <box>480 271 998 461</box>
photo-india-cricket-team <box>1071 877 1268 1040</box>
cycle-pure-caption: ಚಾಮುಂಡೇಶ್ವರಿ ದೇವಸ್ಥಾನದ ಅಭಿವೃದ್ಧಿ ಪ್ರಾಧಿಕಾರದ ಕಾರ್ಯದರ್ಶಿ ಎಂ.ಜೆ. ರೂಪಾ ಅವರಿಗೆ ಎಲೆಕ್ಟ್ರಿಕ್ ಬಗ್ಗಿ ವಾಹನದ ಕೀಲಿಗಳನ್ನು ಸೈಕಲ್ ಪ್ಯೂರ್ ಸಂಸ್ಥೆಯ ಮ್ಯಾನೇಜಿಂಗ್ ಡೈರೆಕ್ಟರ್ ಅರ್ಜುನ್ ರಂಗ ಹಸ್ತಾಂತರಿಸಿದರು. <box>45 615 465 668</box>
indpak-headline <box>1068 766 1524 860</box>
reg-dots-center <box>756 2326 856 2342</box>
photo-drm-doctors-team <box>684 1337 1057 1518</box>
pok-headline: ಪಾಕ್ ಆಕ್ರಮಿತ ಕಾಶ್ಮೀರದಿಂದ ಪಲಾಯನ ಮಾಡಿದ ಹಿಜ್ಬುಲ್, ಜೈಶ್–ಎ–ಮುಹಮ್ಮದ್ <box>945 1822 1193 1891</box>
photo-soldiers-encounter <box>63 1959 217 2062</box>
ambedkar-caption-left: ಮೈಸೂರಿನ ದಿವಾನ್ಸ್ ರಸ್ತೆಯ ಡಾ.ಬಿ.ಆರ್.ಅಂಬೇಡ್ಕರ್ ಭವನದ 23 ಕೋಟಿ ವೆಚ್ಚದ ಮುಂದುವರೆದ ಕಾಮಗಾರಿಗೆ ಜಿಲ್ಲಾ ಉಸ್ತುವಾರಿ ಸಚಿವ ಡಾ.ಹೆಚ್.ಸಿ.ಮಹದೇವಪ್ಪ ಶನಿವಾರ ಚಾಲನೆ ನೀಡಿದರು. <box>480 470 998 504</box>
dot-cyan <box>791 2326 803 2338</box>
edition-date: ಭಾನುವಾರ 21 ಸೆಪ್ಟೆಂಬರ್ 2025 <box>1202 103 1520 135</box>
indpak-body-col1: ಮೈಸೂರು, ಸೆ.20(ಏಜೆನ್ಸಿ)– ಈ ಸಾಲಿನ ಏಷ್ಯಾಕಪ್ ಪಂದ್ಯಾವಳಿಯ ಸೂಪರ್–4 ಹಂತದ ಪಂದ್ಯದಲ್ಲಿ ಭಾನುವಾರ ಭಾರತ ಹಾಗೂ ಪಾಕಿಸ್ತಾನ ತಂಡಗಳು ಮತ್ತೊಮ್ಮೆ ಮುಖಾಮುಖಿಯಾಗಲಿವೆ. ಗುಂಪು ಹಂತದಲ್ಲಿ ಪಾಕ್ ವಿರುದ್ಧ ಸುಲಭ ಜಯ ಸಾಧಿಸಿದ್ದ ಭಾರತ ತಂಡ ಈ ಪಂದ್ಯಕ್ಕೂ ಭರ್ಜರಿ ತಯಾರಿ ನಡೆಸಿದೆ. ಈ ಸುತ್ತಿನಲ್ಲಿ ಅಗ್ರ ಎರಡು ಸ್ಥಾನ ಪಡೆಯುವ ತಂಡಗಳ ನಡುವೆ ಪ್ರಶಸ್ತಿ ಪಂದ್ಯ ನಡೆಯಲಿದೆ. ಒಂದು ವೇಳೆ ಭಾರತ ತಂಡದೊಂದಿಗೆ ಪಾಕಿಸ್ತಾನ ಅಗ್ರ ಎರಡರಲ್ಲಿ ಕಾಣಿಸಿ <box>1068 1049 1268 1217</box>
apollo-body: ಮೈಸೂರು, ಸೆ.20– ದಸರಾ ಮಹೋತ್ಸವದ ವೇಳೆ ಸಂಭವಿಸಬಹುದಾದ ತುರ್ತು ಸಂದರ್ಭಗಳನ್ನು ಸಮರ್ಥವಾಗಿ ಎದುರಿಸುವ ನಿಟ್ಟಿನಲ್ಲಿ ಅಪೋಲೋ ಬಿಜಿಎಸ್ ಆಸ್ಪತ್ರೆಯ ವೈದ್ಯರು ಹಾಗೂ ಸಿಬ್ಬಂದಿ ಅಣಕು ಪ್ರದರ್ಶನವನ್ನು ಪ್ರದರ್ಶಿಸಿದರು. ಮೈಸೂರು ಜಿಲ್ಲೆಯ ಅಪರ ಜಿಲ್ಲಾಧಿಕಾರಿ (ಎಡಿಸಿ) ಡಾ.ಪಿ.ಶಿವರಾಜು ಅವರ ಸಮ್ಮುಖದಲ್ಲಿ ನಡೆದ ಈ ಪ್ರದರ್ಶನದಲ್ಲಿ ಸಿಬ್ಬಂದಿಯ ಸನ್ನದ್ಧತೆ ಮತ್ತು ಸಮನ್ವಯವನ್ನು ಮೌಲ್ಯಮಾಪನ ಮಾಡಲು ಈ ಪ್ರದರ್ಶನವನ್ನು ನಿಜ ಜೀವನದ ತುರ್ತು ಸನ್ನಿವೇಶಗಳಂತೆ ಆಯೋಜಿಸಲಾಗಿತ್ತು. ತುರ್ತು ಸಂದರ್ಭದಲ್ಲಿ ರೋಗಿಗಳಿಗೆ ತ್ವರಿತವಾಗಿ ವೈದ್ಯಕೀಯ ನೆರವನ್ನು ಒದಗಿಸುವ ಸಾಮರ್ಥ್ಯದ ಬಗ್ಗೆ ಸಾರ್ವಜನಿಕರಲ್ಲಿ ಭರವಸೆ ಮೂಡಿಸಿದೆ ಎಂದು ಎಡಿಸಿ ಡಾ.ಶಿವರಾಜು ಹೇಳಿದರು. <box>481 996 1057 1095</box>
